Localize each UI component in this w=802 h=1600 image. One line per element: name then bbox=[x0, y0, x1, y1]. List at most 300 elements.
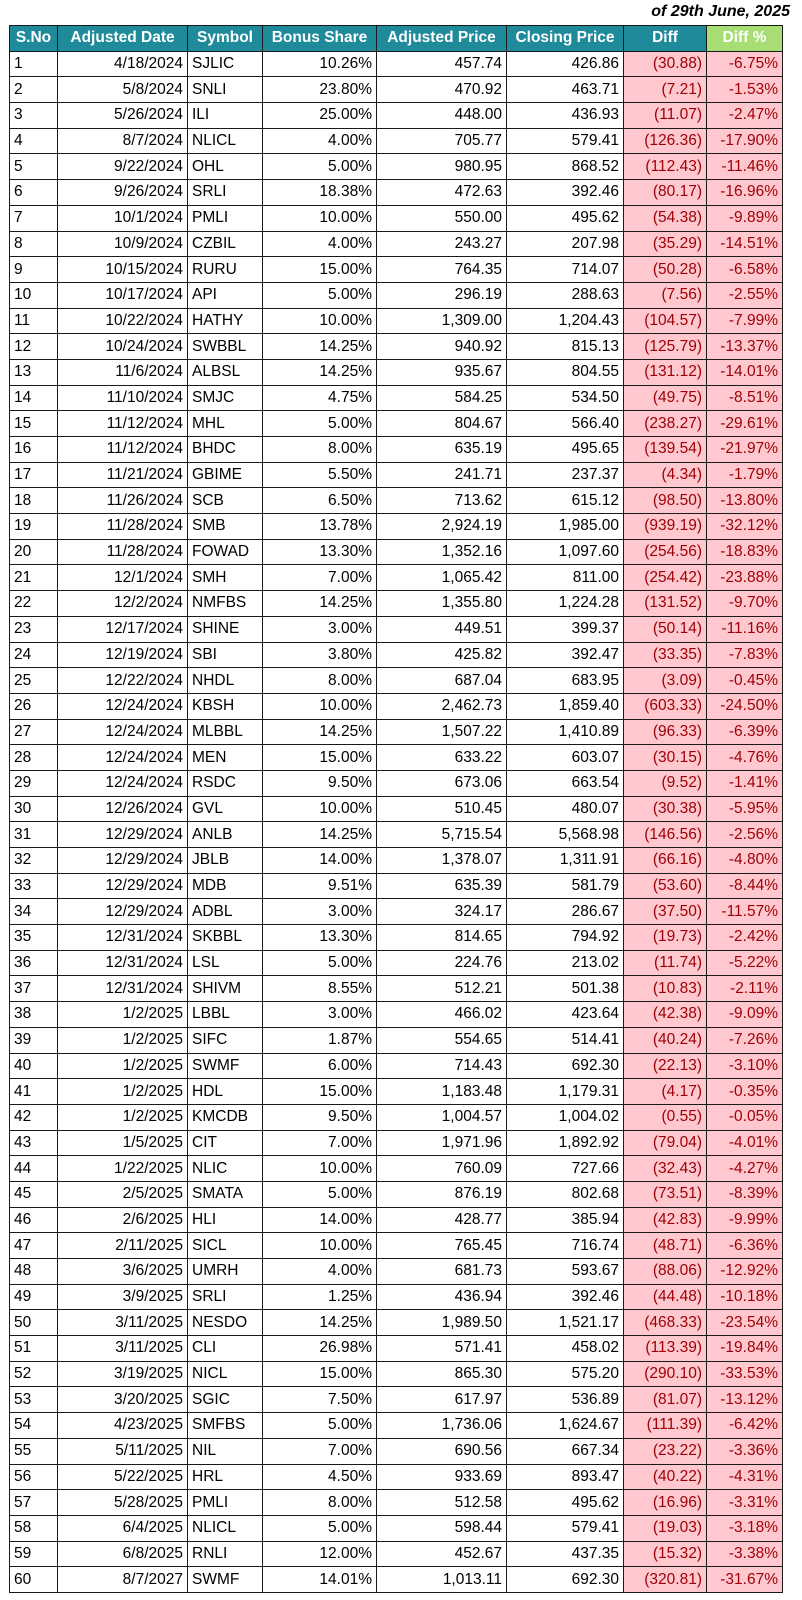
cell-diff: (254.42) bbox=[624, 565, 707, 591]
cell-symbol: ANLB bbox=[188, 822, 263, 848]
cell-symbol: SIFC bbox=[188, 1027, 263, 1053]
table-row bbox=[10, 1027, 783, 1053]
cell-diff-pct: -9.89% bbox=[707, 205, 783, 231]
cell-closing-price: 716.74 bbox=[507, 1233, 624, 1259]
cell-bonus-share: 14.25% bbox=[263, 719, 377, 745]
cell-adjusted-price: 2,924.19 bbox=[377, 514, 507, 540]
cell-sno: 47 bbox=[10, 1233, 58, 1259]
table-row bbox=[10, 642, 783, 668]
cell-diff: (49.75) bbox=[624, 385, 707, 411]
cell-adjusted-price: 550.00 bbox=[377, 205, 507, 231]
cell-diff: (104.57) bbox=[624, 308, 707, 334]
cell-adjusted-price: 760.09 bbox=[377, 1156, 507, 1182]
cell-symbol: CLI bbox=[188, 1336, 263, 1362]
cell-closing-price: 534.50 bbox=[507, 385, 624, 411]
cell-sno: 50 bbox=[10, 1310, 58, 1336]
cell-diff: (40.22) bbox=[624, 1464, 707, 1490]
cell-diff-pct: -3.36% bbox=[707, 1438, 783, 1464]
cell-adjusted-price: 714.43 bbox=[377, 1053, 507, 1079]
cell-closing-price: 1,224.28 bbox=[507, 591, 624, 617]
column-header-bonus-share: Bonus Share bbox=[263, 26, 377, 52]
cell-adjusted-date: 6/4/2025 bbox=[58, 1515, 188, 1541]
cell-diff: (125.79) bbox=[624, 334, 707, 360]
cell-adjusted-date: 10/9/2024 bbox=[58, 231, 188, 257]
cell-adjusted-date: 1/22/2025 bbox=[58, 1156, 188, 1182]
cell-sno: 38 bbox=[10, 1002, 58, 1028]
cell-bonus-share: 7.00% bbox=[263, 1438, 377, 1464]
cell-adjusted-price: 324.17 bbox=[377, 899, 507, 925]
cell-sno: 25 bbox=[10, 668, 58, 694]
cell-bonus-share: 4.50% bbox=[263, 1464, 377, 1490]
cell-symbol: SWMF bbox=[188, 1053, 263, 1079]
cell-symbol: PMLI bbox=[188, 205, 263, 231]
cell-diff-pct: -11.57% bbox=[707, 899, 783, 925]
cell-adjusted-price: 633.22 bbox=[377, 745, 507, 771]
cell-sno: 2 bbox=[10, 77, 58, 103]
table-row bbox=[10, 873, 783, 899]
cell-sno: 51 bbox=[10, 1336, 58, 1362]
cell-sno: 43 bbox=[10, 1130, 58, 1156]
cell-adjusted-date: 2/5/2025 bbox=[58, 1181, 188, 1207]
cell-adjusted-price: 690.56 bbox=[377, 1438, 507, 1464]
cell-diff-pct: -24.50% bbox=[707, 693, 783, 719]
cell-diff: (126.36) bbox=[624, 128, 707, 154]
cell-adjusted-date: 1/2/2025 bbox=[58, 1002, 188, 1028]
cell-diff-pct: -12.92% bbox=[707, 1259, 783, 1285]
table-row bbox=[10, 1464, 783, 1490]
cell-adjusted-price: 635.39 bbox=[377, 873, 507, 899]
cell-diff-pct: -4.76% bbox=[707, 745, 783, 771]
cell-closing-price: 893.47 bbox=[507, 1464, 624, 1490]
cell-diff: (42.83) bbox=[624, 1207, 707, 1233]
table-row bbox=[10, 1490, 783, 1516]
cell-sno: 23 bbox=[10, 616, 58, 642]
cell-adjusted-date: 10/17/2024 bbox=[58, 282, 188, 308]
cell-diff: (0.55) bbox=[624, 1104, 707, 1130]
cell-diff-pct: -17.90% bbox=[707, 128, 783, 154]
cell-closing-price: 436.93 bbox=[507, 103, 624, 129]
cell-diff: (30.38) bbox=[624, 796, 707, 822]
cell-adjusted-date: 1/2/2025 bbox=[58, 1053, 188, 1079]
cell-bonus-share: 10.00% bbox=[263, 1156, 377, 1182]
cell-diff-pct: -6.36% bbox=[707, 1233, 783, 1259]
cell-adjusted-price: 584.25 bbox=[377, 385, 507, 411]
cell-diff-pct: -32.12% bbox=[707, 514, 783, 540]
cell-diff: (139.54) bbox=[624, 437, 707, 463]
cell-closing-price: 802.68 bbox=[507, 1181, 624, 1207]
cell-bonus-share: 14.25% bbox=[263, 359, 377, 385]
cell-bonus-share: 26.98% bbox=[263, 1336, 377, 1362]
column-header-diff: Diff bbox=[624, 26, 707, 52]
cell-symbol: SWMF bbox=[188, 1567, 263, 1593]
cell-closing-price: 581.79 bbox=[507, 873, 624, 899]
cell-closing-price: 603.07 bbox=[507, 745, 624, 771]
cell-symbol: RNLI bbox=[188, 1541, 263, 1567]
cell-symbol: SICL bbox=[188, 1233, 263, 1259]
cell-closing-price: 1,892.92 bbox=[507, 1130, 624, 1156]
cell-adjusted-price: 428.77 bbox=[377, 1207, 507, 1233]
cell-bonus-share: 5.00% bbox=[263, 154, 377, 180]
cell-diff: (54.38) bbox=[624, 205, 707, 231]
cell-closing-price: 579.41 bbox=[507, 128, 624, 154]
cell-diff-pct: -10.18% bbox=[707, 1284, 783, 1310]
cell-adjusted-price: 1,989.50 bbox=[377, 1310, 507, 1336]
cell-sno: 59 bbox=[10, 1541, 58, 1567]
cell-bonus-share: 5.00% bbox=[263, 950, 377, 976]
cell-symbol: CIT bbox=[188, 1130, 263, 1156]
cell-adjusted-price: 598.44 bbox=[377, 1515, 507, 1541]
cell-closing-price: 1,204.43 bbox=[507, 308, 624, 334]
cell-adjusted-price: 243.27 bbox=[377, 231, 507, 257]
cell-sno: 57 bbox=[10, 1490, 58, 1516]
cell-adjusted-price: 876.19 bbox=[377, 1181, 507, 1207]
cell-sno: 27 bbox=[10, 719, 58, 745]
cell-diff: (42.38) bbox=[624, 1002, 707, 1028]
cell-sno: 6 bbox=[10, 180, 58, 206]
cell-adjusted-date: 12/17/2024 bbox=[58, 616, 188, 642]
cell-diff-pct: -5.22% bbox=[707, 950, 783, 976]
cell-adjusted-date: 8/7/2027 bbox=[58, 1567, 188, 1593]
cell-diff-pct: -2.55% bbox=[707, 282, 783, 308]
cell-sno: 54 bbox=[10, 1413, 58, 1439]
cell-closing-price: 692.30 bbox=[507, 1567, 624, 1593]
cell-diff-pct: -23.88% bbox=[707, 565, 783, 591]
cell-adjusted-date: 12/22/2024 bbox=[58, 668, 188, 694]
cell-sno: 56 bbox=[10, 1464, 58, 1490]
cell-adjusted-date: 1/2/2025 bbox=[58, 1027, 188, 1053]
cell-symbol: CZBIL bbox=[188, 231, 263, 257]
cell-adjusted-date: 12/1/2024 bbox=[58, 565, 188, 591]
table-row bbox=[10, 693, 783, 719]
cell-adjusted-price: 764.35 bbox=[377, 257, 507, 283]
cell-bonus-share: 5.00% bbox=[263, 1181, 377, 1207]
cell-bonus-share: 10.00% bbox=[263, 308, 377, 334]
cell-adjusted-date: 12/31/2024 bbox=[58, 950, 188, 976]
cell-adjusted-date: 2/6/2025 bbox=[58, 1207, 188, 1233]
cell-diff: (50.28) bbox=[624, 257, 707, 283]
table-row bbox=[10, 899, 783, 925]
cell-symbol: MHL bbox=[188, 411, 263, 437]
cell-adjusted-price: 512.21 bbox=[377, 976, 507, 1002]
table-row bbox=[10, 308, 783, 334]
cell-diff-pct: -1.41% bbox=[707, 770, 783, 796]
cell-closing-price: 1,410.89 bbox=[507, 719, 624, 745]
cell-symbol: SCB bbox=[188, 488, 263, 514]
cell-closing-price: 437.35 bbox=[507, 1541, 624, 1567]
cell-sno: 32 bbox=[10, 848, 58, 874]
cell-closing-price: 495.65 bbox=[507, 437, 624, 463]
cell-adjusted-date: 6/8/2025 bbox=[58, 1541, 188, 1567]
cell-diff: (113.39) bbox=[624, 1336, 707, 1362]
table-row bbox=[10, 437, 783, 463]
cell-adjusted-date: 11/12/2024 bbox=[58, 411, 188, 437]
cell-bonus-share: 25.00% bbox=[263, 103, 377, 129]
cell-symbol: NLICL bbox=[188, 128, 263, 154]
cell-bonus-share: 14.25% bbox=[263, 1310, 377, 1336]
cell-adjusted-price: 1,352.16 bbox=[377, 539, 507, 565]
cell-closing-price: 207.98 bbox=[507, 231, 624, 257]
cell-adjusted-price: 673.06 bbox=[377, 770, 507, 796]
cell-adjusted-price: 635.19 bbox=[377, 437, 507, 463]
cell-symbol: KBSH bbox=[188, 693, 263, 719]
table-row bbox=[10, 1336, 783, 1362]
table-row bbox=[10, 1156, 783, 1182]
cell-adjusted-date: 12/29/2024 bbox=[58, 822, 188, 848]
cell-adjusted-price: 452.67 bbox=[377, 1541, 507, 1567]
cell-adjusted-price: 296.19 bbox=[377, 282, 507, 308]
cell-diff-pct: -3.10% bbox=[707, 1053, 783, 1079]
cell-diff-pct: -2.42% bbox=[707, 925, 783, 951]
cell-symbol: MEN bbox=[188, 745, 263, 771]
cell-sno: 55 bbox=[10, 1438, 58, 1464]
cell-adjusted-price: 765.45 bbox=[377, 1233, 507, 1259]
cell-sno: 60 bbox=[10, 1567, 58, 1593]
cell-adjusted-price: 933.69 bbox=[377, 1464, 507, 1490]
cell-bonus-share: 4.00% bbox=[263, 1259, 377, 1285]
cell-closing-price: 480.07 bbox=[507, 796, 624, 822]
cell-symbol: ALBSL bbox=[188, 359, 263, 385]
table-row bbox=[10, 334, 783, 360]
cell-adjusted-price: 5,715.54 bbox=[377, 822, 507, 848]
cell-symbol: NIL bbox=[188, 1438, 263, 1464]
table-row bbox=[10, 1130, 783, 1156]
cell-adjusted-date: 11/6/2024 bbox=[58, 359, 188, 385]
cell-diff: (37.50) bbox=[624, 899, 707, 925]
cell-adjusted-date: 12/31/2024 bbox=[58, 976, 188, 1002]
cell-diff: (53.60) bbox=[624, 873, 707, 899]
cell-adjusted-price: 2,462.73 bbox=[377, 693, 507, 719]
cell-closing-price: 536.89 bbox=[507, 1387, 624, 1413]
table-row bbox=[10, 668, 783, 694]
cell-sno: 11 bbox=[10, 308, 58, 334]
table-row bbox=[10, 180, 783, 206]
cell-diff: (33.35) bbox=[624, 642, 707, 668]
cell-closing-price: 426.86 bbox=[507, 51, 624, 77]
table-row bbox=[10, 77, 783, 103]
cell-diff: (254.56) bbox=[624, 539, 707, 565]
cell-adjusted-date: 12/29/2024 bbox=[58, 899, 188, 925]
cell-adjusted-date: 3/9/2025 bbox=[58, 1284, 188, 1310]
cell-bonus-share: 8.55% bbox=[263, 976, 377, 1002]
cell-diff-pct: -2.11% bbox=[707, 976, 783, 1002]
table-row bbox=[10, 1207, 783, 1233]
cell-diff: (40.24) bbox=[624, 1027, 707, 1053]
cell-bonus-share: 13.30% bbox=[263, 925, 377, 951]
cell-diff-pct: -2.56% bbox=[707, 822, 783, 848]
cell-bonus-share: 14.00% bbox=[263, 848, 377, 874]
cell-sno: 28 bbox=[10, 745, 58, 771]
cell-closing-price: 714.07 bbox=[507, 257, 624, 283]
cell-diff-pct: -33.53% bbox=[707, 1361, 783, 1387]
cell-diff-pct: -1.79% bbox=[707, 462, 783, 488]
cell-bonus-share: 5.00% bbox=[263, 411, 377, 437]
cell-symbol: PMLI bbox=[188, 1490, 263, 1516]
cell-closing-price: 794.92 bbox=[507, 925, 624, 951]
cell-diff: (81.07) bbox=[624, 1387, 707, 1413]
cell-diff-pct: -5.95% bbox=[707, 796, 783, 822]
cell-bonus-share: 4.00% bbox=[263, 128, 377, 154]
cell-sno: 17 bbox=[10, 462, 58, 488]
cell-bonus-share: 15.00% bbox=[263, 257, 377, 283]
cell-bonus-share: 5.00% bbox=[263, 282, 377, 308]
table-row bbox=[10, 282, 783, 308]
cell-closing-price: 213.02 bbox=[507, 950, 624, 976]
cell-symbol: ADBL bbox=[188, 899, 263, 925]
table-row bbox=[10, 385, 783, 411]
cell-adjusted-date: 12/2/2024 bbox=[58, 591, 188, 617]
cell-adjusted-price: 472.63 bbox=[377, 180, 507, 206]
cell-adjusted-price: 617.97 bbox=[377, 1387, 507, 1413]
cell-sno: 36 bbox=[10, 950, 58, 976]
cell-sno: 46 bbox=[10, 1207, 58, 1233]
cell-diff: (4.34) bbox=[624, 462, 707, 488]
cell-diff-pct: -4.31% bbox=[707, 1464, 783, 1490]
cell-diff-pct: -0.45% bbox=[707, 668, 783, 694]
cell-adjusted-date: 3/11/2025 bbox=[58, 1336, 188, 1362]
cell-adjusted-price: 449.51 bbox=[377, 616, 507, 642]
cell-sno: 24 bbox=[10, 642, 58, 668]
cell-adjusted-price: 1,355.80 bbox=[377, 591, 507, 617]
cell-symbol: SMFBS bbox=[188, 1413, 263, 1439]
cell-diff-pct: -6.75% bbox=[707, 51, 783, 77]
cell-diff-pct: -14.51% bbox=[707, 231, 783, 257]
cell-bonus-share: 18.38% bbox=[263, 180, 377, 206]
cell-symbol: NLICL bbox=[188, 1515, 263, 1541]
cell-symbol: NHDL bbox=[188, 668, 263, 694]
cell-bonus-share: 9.50% bbox=[263, 770, 377, 796]
cell-bonus-share: 14.01% bbox=[263, 1567, 377, 1593]
cell-bonus-share: 10.00% bbox=[263, 796, 377, 822]
cell-bonus-share: 6.00% bbox=[263, 1053, 377, 1079]
cell-diff-pct: -4.27% bbox=[707, 1156, 783, 1182]
cell-diff-pct: -3.18% bbox=[707, 1515, 783, 1541]
cell-diff: (50.14) bbox=[624, 616, 707, 642]
cell-symbol: SMATA bbox=[188, 1181, 263, 1207]
cell-adjusted-price: 470.92 bbox=[377, 77, 507, 103]
cell-bonus-share: 9.51% bbox=[263, 873, 377, 899]
cell-adjusted-date: 5/22/2025 bbox=[58, 1464, 188, 1490]
cell-diff: (238.27) bbox=[624, 411, 707, 437]
table-row bbox=[10, 1079, 783, 1105]
cell-sno: 4 bbox=[10, 128, 58, 154]
cell-diff-pct: -0.35% bbox=[707, 1079, 783, 1105]
cell-adjusted-price: 687.04 bbox=[377, 668, 507, 694]
cell-diff-pct: -7.83% bbox=[707, 642, 783, 668]
cell-diff: (66.16) bbox=[624, 848, 707, 874]
table-row bbox=[10, 796, 783, 822]
cell-diff-pct: -8.39% bbox=[707, 1181, 783, 1207]
cell-bonus-share: 5.00% bbox=[263, 1515, 377, 1541]
cell-diff-pct: -9.09% bbox=[707, 1002, 783, 1028]
cell-diff: (30.15) bbox=[624, 745, 707, 771]
cell-symbol: SMH bbox=[188, 565, 263, 591]
cell-symbol: SHINE bbox=[188, 616, 263, 642]
cell-diff-pct: -16.96% bbox=[707, 180, 783, 206]
cell-sno: 19 bbox=[10, 514, 58, 540]
cell-adjusted-date: 5/28/2025 bbox=[58, 1490, 188, 1516]
cell-diff-pct: -4.80% bbox=[707, 848, 783, 874]
cell-symbol: BHDC bbox=[188, 437, 263, 463]
cell-diff-pct: -11.16% bbox=[707, 616, 783, 642]
cell-bonus-share: 14.25% bbox=[263, 591, 377, 617]
cell-bonus-share: 3.80% bbox=[263, 642, 377, 668]
cell-bonus-share: 6.50% bbox=[263, 488, 377, 514]
cell-closing-price: 495.62 bbox=[507, 205, 624, 231]
table-row bbox=[10, 925, 783, 951]
cell-bonus-share: 7.00% bbox=[263, 1130, 377, 1156]
cell-symbol: UMRH bbox=[188, 1259, 263, 1285]
cell-symbol: HLI bbox=[188, 1207, 263, 1233]
cell-sno: 9 bbox=[10, 257, 58, 283]
cell-sno: 12 bbox=[10, 334, 58, 360]
cell-diff: (290.10) bbox=[624, 1361, 707, 1387]
table-row bbox=[10, 411, 783, 437]
cell-sno: 30 bbox=[10, 796, 58, 822]
cell-sno: 44 bbox=[10, 1156, 58, 1182]
cell-closing-price: 385.94 bbox=[507, 1207, 624, 1233]
cell-adjusted-date: 9/26/2024 bbox=[58, 180, 188, 206]
cell-bonus-share: 15.00% bbox=[263, 1079, 377, 1105]
cell-symbol: LBBL bbox=[188, 1002, 263, 1028]
cell-adjusted-date: 12/24/2024 bbox=[58, 719, 188, 745]
cell-adjusted-price: 1,309.00 bbox=[377, 308, 507, 334]
cell-symbol: SGIC bbox=[188, 1387, 263, 1413]
cell-sno: 42 bbox=[10, 1104, 58, 1130]
column-header-diff-pct: Diff % bbox=[707, 26, 783, 52]
cell-adjusted-price: 980.95 bbox=[377, 154, 507, 180]
cell-closing-price: 463.71 bbox=[507, 77, 624, 103]
cell-adjusted-price: 436.94 bbox=[377, 1284, 507, 1310]
cell-closing-price: 1,521.17 bbox=[507, 1310, 624, 1336]
cell-symbol: NLIC bbox=[188, 1156, 263, 1182]
cell-adjusted-date: 12/24/2024 bbox=[58, 693, 188, 719]
cell-diff-pct: -8.44% bbox=[707, 873, 783, 899]
cell-bonus-share: 1.25% bbox=[263, 1284, 377, 1310]
cell-closing-price: 288.63 bbox=[507, 282, 624, 308]
cell-closing-price: 575.20 bbox=[507, 1361, 624, 1387]
cell-symbol: ILI bbox=[188, 103, 263, 129]
cell-diff-pct: -4.01% bbox=[707, 1130, 783, 1156]
cell-diff-pct: -7.99% bbox=[707, 308, 783, 334]
cell-symbol: FOWAD bbox=[188, 539, 263, 565]
cell-diff: (88.06) bbox=[624, 1259, 707, 1285]
cell-diff: (16.96) bbox=[624, 1490, 707, 1516]
cell-adjusted-date: 4/18/2024 bbox=[58, 51, 188, 77]
cell-diff: (35.29) bbox=[624, 231, 707, 257]
cell-adjusted-date: 4/23/2025 bbox=[58, 1413, 188, 1439]
cell-adjusted-date: 1/2/2025 bbox=[58, 1104, 188, 1130]
cell-closing-price: 1,097.60 bbox=[507, 539, 624, 565]
cell-adjusted-price: 1,183.48 bbox=[377, 1079, 507, 1105]
cell-symbol: NMFBS bbox=[188, 591, 263, 617]
cell-bonus-share: 14.25% bbox=[263, 822, 377, 848]
cell-sno: 8 bbox=[10, 231, 58, 257]
cell-symbol: MLBBL bbox=[188, 719, 263, 745]
cell-adjusted-date: 3/19/2025 bbox=[58, 1361, 188, 1387]
cell-bonus-share: 1.87% bbox=[263, 1027, 377, 1053]
cell-adjusted-date: 3/6/2025 bbox=[58, 1259, 188, 1285]
cell-diff-pct: -19.84% bbox=[707, 1336, 783, 1362]
table-row bbox=[10, 1387, 783, 1413]
cell-adjusted-price: 1,507.22 bbox=[377, 719, 507, 745]
cell-bonus-share: 9.50% bbox=[263, 1104, 377, 1130]
cell-adjusted-price: 224.76 bbox=[377, 950, 507, 976]
cell-adjusted-date: 5/11/2025 bbox=[58, 1438, 188, 1464]
cell-closing-price: 5,568.98 bbox=[507, 822, 624, 848]
cell-diff-pct: -11.46% bbox=[707, 154, 783, 180]
cell-diff-pct: -21.97% bbox=[707, 437, 783, 463]
cell-adjusted-price: 681.73 bbox=[377, 1259, 507, 1285]
